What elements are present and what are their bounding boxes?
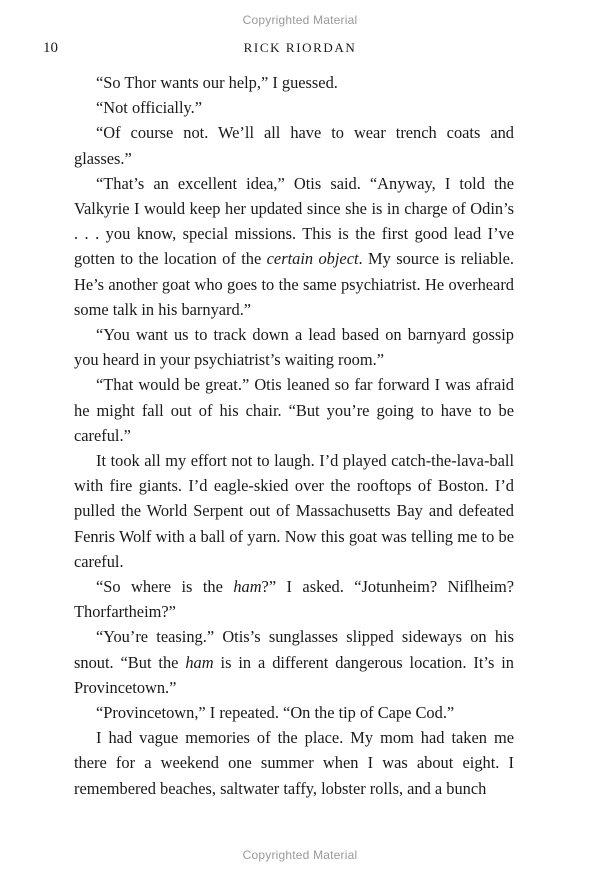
copyright-watermark-top: Copyrighted Material [242, 13, 358, 27]
paragraph [74, 700, 514, 725]
paragraph [74, 372, 514, 448]
italic-text: certain object [266, 249, 359, 269]
text-segment: ?” I asked. “Jotunheim? Niflheim? Thorfartheim?” [74, 577, 514, 622]
text-segment: It took all my effort not to laugh. I’d played catch-the-lava-ball with fire giants. I’d eagle-skied over the rooftops of Boston. I’d pulled the World Serpent out of Massachusetts Bay and defeated Fenris Wolf with a ball of yarn. Now this goat was telling me to be careful. [74, 451, 514, 571]
page-number: 10 [43, 40, 58, 56]
text-segment: “Provincetown,” I repeated. “On the tip of Cape Cod.” [96, 703, 455, 723]
text-segment: “So where is the [96, 577, 234, 597]
text-segment: “You want us to track down a lead based on barnyard gossip you heard in your psychiatrist’s waiting room.” [74, 325, 514, 370]
text-segment: “You’re teasing.” Otis’s sunglasses slipped sideways on his snout. “But the [74, 627, 514, 672]
text-segment: is in a different dangerous location. It’s in Provincetown.” [74, 652, 514, 697]
paragraph [74, 448, 514, 574]
paragraph [74, 171, 514, 322]
italic-text: ham [185, 652, 214, 672]
paragraph [74, 624, 514, 700]
paragraph [74, 725, 514, 801]
paragraph [74, 120, 514, 170]
paragraph [74, 70, 514, 95]
text-segment: “So Thor wants our help,” I guessed. [96, 73, 338, 92]
paragraph [74, 322, 514, 372]
copyright-watermark-bottom: Copyrighted Material [242, 848, 358, 862]
text-segment: . My source is reliable. He’s another goat who goes to the same psychiatrist. He overheard some talk in his barnyard.” [74, 249, 514, 319]
text-segment: I had vague memories of the place. My mom had taken me there for a weekend one summer when I was about eight. I remembered beaches, saltwater taffy, lobster rolls, and a bunch [74, 728, 514, 798]
italic-text: ham [233, 577, 262, 597]
text-segment: “That’s an excellent idea,” Otis said. “Anyway, I told the Valkyrie I would keep her updated since she is in charge of Odin’s . . . you know, special missions. This is the first good lead I’ve gotten to the location of the [74, 173, 514, 269]
text-segment: “Not officially.” [96, 98, 203, 118]
text-segment: “That would be great.” Otis leaned so far forward I was afraid he might fall out of his chair. “But you’re going to have to be careful.” [74, 375, 514, 445]
text-segment: “Of course not. We’ll all have to wear trench coats and glasses.” [74, 123, 514, 168]
paragraph [74, 574, 514, 624]
body-text [74, 70, 514, 801]
running-head: RICK RIORDAN [243, 40, 357, 55]
paragraph [74, 95, 514, 120]
